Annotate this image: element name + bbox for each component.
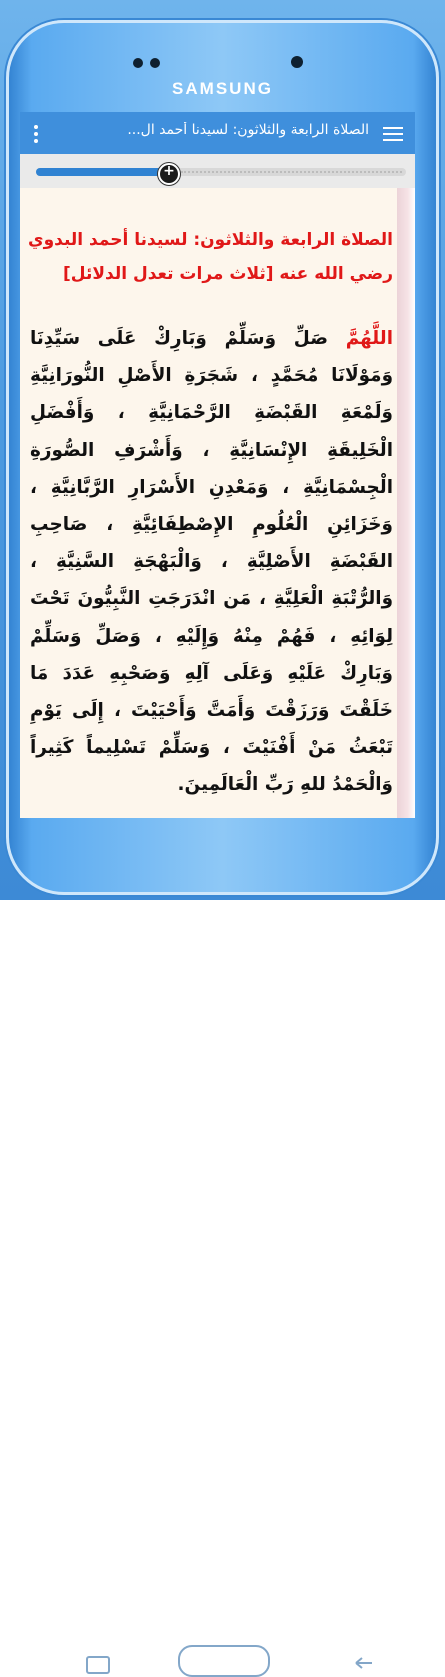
- device-brand: SAMSUNG: [172, 79, 273, 98]
- slider-fill: [36, 168, 169, 176]
- sensor-icon: [150, 58, 160, 68]
- back-icon[interactable]: [354, 1656, 374, 1670]
- prayer-heading: الصلاة الرابعة والثلاثون: لسيدنا أحمد البدوي رضي الله عنه [ثلاث مرات تعدل الدلائل]: [28, 230, 393, 284]
- proximity-sensor-icon: [291, 56, 303, 68]
- page-edge: [397, 188, 415, 818]
- more-vert-icon[interactable]: [34, 125, 38, 146]
- recents-icon[interactable]: [86, 1656, 110, 1674]
- prayer-text: [30, 320, 393, 804]
- home-icon[interactable]: [178, 1645, 270, 1677]
- app-toolbar: [20, 112, 415, 154]
- slider-ticks: [181, 171, 402, 175]
- front-camera-icon: [133, 58, 143, 68]
- hamburger-icon[interactable]: [383, 127, 403, 141]
- plus-icon: +: [163, 163, 175, 179]
- page-slider-bar: [20, 154, 415, 188]
- app-screen: [20, 112, 415, 818]
- slider-thumb[interactable]: [158, 163, 180, 185]
- navigation-bar: [0, 818, 445, 878]
- prayer-body: صَلِّ وَسَلِّمْ وَبَارِكْ عَلَى سَيِّدِنَا وَمَوْلَانَا مُحَمَّدٍ ، شَجَرَةِ الأَصْلِ النُّورَانِيَّةِ وَلَمْعَةِ القَبْضَةِ الرَّحْمَانِيَّةِ ، وَأَفْضَلِ الْخَلِيقَةِ الإِنْسَانِيَّةِ ، وَأَشْرَفِ الصُّورَةِ الْجِسْمَانِيَّةِ ، وَمَعْدِنِ الأَسْرَارِ الرَّبَّانِيَّةِ ، وَخَزَائِنِ الْعُلُومِ الإِصْطِفَائِيَّةِ ، صَاحِبِ القَبْضَةِ الأَصْلِيَّةِ ، وَالْبَهْجَةِ السَّنِيَّةِ ، وَالرُّتْبَةِ الْعَلِيَّةِ ، مَن انْدَرَجَتِ النَّبِيُّونَ تَحْتَ لِوَائِهِ ، فَهُمْ مِنْهُ وَإِلَيْهِ ، وَصَلِّ وَسَلِّمْ وَبَارِكْ عَلَيْهِ وَعَلَى آلِهِ وَصَحْبِهِ عَدَدَ مَا خَلَقْتَ وَرَزَقْتَ وَأَمَتَّ وَأَحْيَيْتَ ، إِلَى يَوْمِ تَبْعَثُ مَنْ أَفْنَيْتَ ، وَسَلِّمْ تَسْلِيماً كَثِيراً وَالْحَمْدُ للهِ رَبِّ الْعَالَمِينَ.: [30, 328, 393, 796]
- toolbar-title: الصلاة الرابعة والثلاثون: لسيدنا أحمد ال...: [127, 122, 369, 138]
- page-slider[interactable]: [36, 163, 406, 179]
- prayer-lead-word: اللَّهُمَّ: [345, 328, 393, 349]
